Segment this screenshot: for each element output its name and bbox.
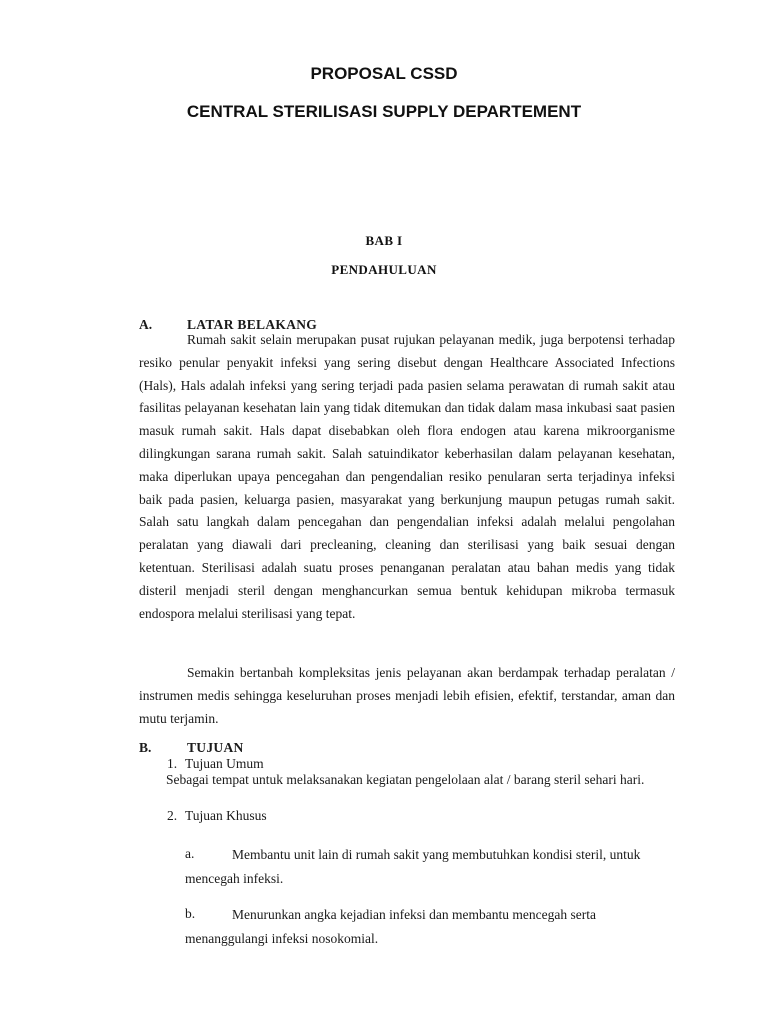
general-goal-text: Sebagai tempat untuk melaksanakan kegiatan pengelolaan alat / barang steril sehari hari.: [166, 772, 645, 787]
document-subtitle: CENTRAL STERILISASI SUPPLY DEPARTEMENT: [186, 102, 582, 121]
general-goal-label: Tujuan Umum: [185, 756, 264, 771]
chapter-number: BAB I: [365, 233, 403, 248]
specific-goal-number: 2.: [167, 808, 178, 823]
document-title: PROPOSAL CSSD: [310, 64, 458, 83]
section-b-title: TUJUAN: [187, 740, 244, 755]
background-paragraph-2: Semakin bertanbah kompleksitas jenis pelayanan akan berdampak terhadap peralatan / instrumen medis sehingga keseluruhan proses menjadi lebih efisien, efektif, terstandar, aman dan mutu terjamin.: [139, 665, 675, 726]
specific-item-text: Membantu unit lain di rumah sakit yang membutuhkan kondisi steril, untuk mencegah infeksi.: [185, 847, 641, 886]
specific-item-marker: b.: [185, 906, 196, 921]
section-a-letter: A.: [139, 317, 153, 332]
chapter-name: PENDAHULUAN: [331, 262, 437, 277]
background-paragraph-1: Rumah sakit selain merupakan pusat rujukan pelayanan medik, juga berpotensi terhadap resiko penular penyakit infeksi yang sering disebut dengan Healthcare Associated Infections (Hals), Hals adalah infeksi yang sering terjadi pada pasien selama perawatan di rumah sakit atau fasilitas pelayanan kesehatan lain yang tidak ditemukan dan tidak dalam masa inkubasi saat pasien masuk rumah sakit. Hals dapat disebabkan oleh flora endogen atau karena mikroorganisme dilingkungan sarana rumah sakit. Salah satuindikator keberhasilan dalam pelayanan kesehatan, maka diperlukan upaya pencegahan dan pengendalian resiko penularan serta terjadinya infeksi baik pada pasien, keluarga pasien, masyarakat yang berkunjung maupun petugas rumah sakit. Salah satu langkah dalam pencegahan dan pengendalian infeksi adalah melalui pengolahan peralatan yang diawali dari precleaning, cleaning dan sterilisasi yang baik sesuai dengan ketentuan. Sterilisasi adalah suatu proses penanganan peralatan atau bahan medis yang tidak disteril menjadi steril dengan menghancurkan semua bentuk kehidupan mikroba termasuk endospora melalui sterilisasi yang tepat.: [139, 332, 675, 621]
specific-item-text: Menurunkan angka kejadian infeksi dan membantu mencegah serta menanggulangi infeksi nosokomial.: [185, 907, 596, 946]
general-goal-number: 1.: [167, 756, 178, 771]
section-b-letter: B.: [139, 740, 152, 755]
section-a-title: LATAR BELAKANG: [187, 317, 318, 332]
specific-item-marker: a.: [185, 846, 195, 861]
specific-goal-label: Tujuan Khusus: [185, 808, 267, 823]
